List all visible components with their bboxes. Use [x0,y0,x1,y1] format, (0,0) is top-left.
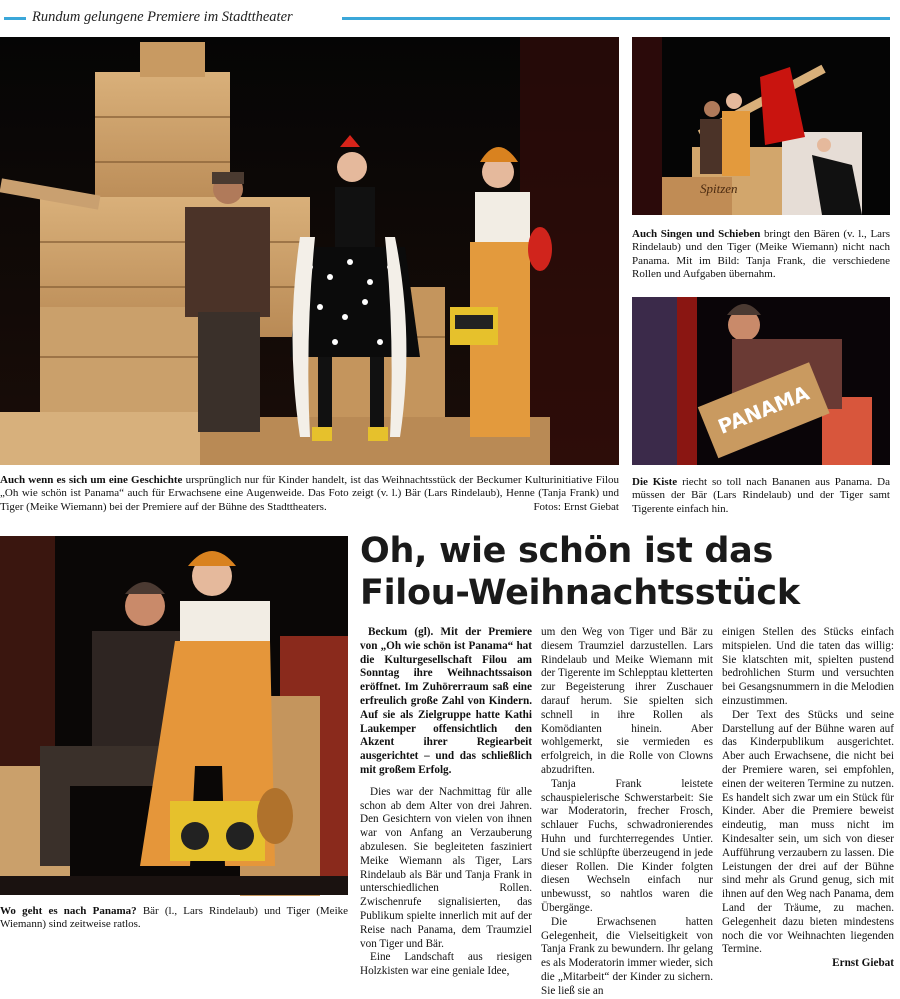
caption-text: ursprünglich nur für Kinder handelt, ist das Weihnachtsstück der Beckumer Kulturinitiative Filou „Oh wie schön ist Panama“ auch für Erwachsene eine Augenweide. Das Foto zeigt (v. l.) Bär (Lars Rindelaub), Henne (Tanja Frank) und Tiger (Meike Wiemann) bei der Premiere auf der Bühne des Stadttheaters. [0,474,619,513]
article-author: Ernst Giebat [832,957,894,970]
article-paragraph: Tanja Frank leistete schauspielerische Schwerstarbeit: Sie war Moderatorin, frecher Frosch, schlauer Fuchs, schwadronierendes Huhn und furchterregendes Untier. Und sie schlüpfte überzeugend in jede dieser Rollen. Die Kinder folgten diesen Wechseln einfach nur unbewusst, so nahtlos waren die Übergänge. [541,777,713,914]
article-paragraph: um den Weg von Tiger und Bär zu diesem Traumziel darzustellen. Lars Rindelaub und Meike Wiemann mit der Tigerente im Schlepptau kletterten zur Begeisterung ihrer Zuschauer darauf herum. Sie spielten sich schnell in ihre Rollen als Komödianten hinein. Aber wohlgemerkt, sie vermieden es erfolgreich, in die Rolle von Clowns abzudriften. [541,626,713,776]
mid-right-stage-photo [632,297,890,465]
headline-line-1: Oh, wie schön ist das [360,531,773,571]
main-stage-photo [0,37,619,465]
caption-bold-lead: Auch Singen und Schieben [632,228,761,240]
crate-label-spitzen: Spitzen [700,181,738,196]
article-lead: Beckum (gl). Mit der Premiere von „Oh wie schön ist Panama“ hat die Kulturgesellschaft Filou am Sonntag ihre Weihnachtssaison eröffnet. Im Zuhörerraum saß eine erfreulich große Zahl von Kindern. Auf sie als Zielgruppe hatte Kathi Laukemper offensichtlich den Akzent ihrer Regiearbeit ausgerichtet – und das schließlich mit großem Erfolg. [360,626,532,776]
photo-credit: Fotos: Ernst Giebat [533,500,619,513]
rubric-rule-left [4,17,26,20]
article-column-2 [541,626,713,999]
article-column-1 [360,626,532,979]
top-right-photo-caption [632,228,890,282]
rubric-title: Rundum gelungene Premiere im Stadttheater [32,9,293,25]
article-paragraph: einigen Stellen des Stücks einfach mitspielen. Und die taten das willig: Sie klatschten mit, spielten pustend bedrohlichen Sturm und versuchten bei Gesangsnummern in die Melodien einzustimmen. [722,626,894,707]
top-right-stage-photo [632,37,890,215]
bottom-left-stage-photo [0,536,348,895]
caption-text: bringt den Bären (v. l., Lars Rindelaub) und den Tiger (Meike Wiemann) nicht nach Panama. Mit im Bild: Tanja Frank, die verschiedene Rollen und Aufgaben übernahm. [632,228,890,281]
caption-text: Bär (l., Lars Rindelaub) und Tiger (Meike Wiemann) sind zeitweise ratlos. [0,905,349,931]
bottom-left-photo-caption [0,905,348,932]
caption-bold-lead: Auch wenn es sich um eine Geschichte [0,474,183,486]
mid-right-photo-caption [632,476,890,516]
crate-label-panama: PANAMA [714,380,813,439]
caption-text: riecht so toll nach Bananen aus Panama. Da müssen der Bär (Lars Rindelaub) und der Tiger samt Tigerente einfach hin. [632,476,890,515]
caption-bold-lead: Die Kiste [632,476,678,488]
article-paragraph: Eine Landschaft aus riesigen Holzkisten war eine geniale Idee, [360,951,532,978]
article-column-3 [722,626,894,971]
rubric-rule-right [342,17,890,20]
article-paragraph: Der Text des Stücks und seine Darstellung auf der Bühne waren auf das Kinderpublikum ausgerichtet. Aber auch Erwachsene, die nicht bei der Premiere waren, sei empfohlen, einen der weiteren Termine zu nutzen. Es handelt sich zwar um ein Stück für Kinder. Aber die Premiere beweist eindeutig, man muss nicht im Kindesalter sein, um sich von dieser Aufführung verzaubern zu lassen. Die Leistungen der drei auf der Bühne sind mehr als Grund genug, sich mit ihnen auf den Weg nach Panama, dem Land der Träume, zu machen. Gelegenheit dazu bieten mindestens noch die vor Weihnachten liegenden Termine. [722,708,894,956]
article-headline [360,530,900,614]
section-rubric [0,8,900,28]
article-paragraph: Dies war der Nachmittag für alle schon ab dem Alter von drei Jahren. Den Gesichtern von vielen von ihnen war von Anfang an Verzauberung abzulesen. Sie begleiteten fasziniert Meike Wiemann als Tiger, Lars Rindelaub als Bär und Tanja Frank in unterschiedlichen Rollen. Zwischenrufe signalisierten, das Publikum spielte innerlich mit auf der Reise nach Panama, dem Traumziel von Tiger und Bär. [360,785,532,950]
article-paragraph: Die Erwachsenen hatten Gelegenheit, die Vielseitigkeit von Tanja Frank zu bewundern. Ihr gelang es als Moderatorin immer wieder, sich die „Mitarbeit“ der Kinder zu sichern. Sie ließ sie an [541,915,713,997]
main-photo-caption [0,474,619,514]
headline-line-2: Filou-Weihnachtsstück [360,573,800,613]
caption-bold-lead: Wo geht es nach Panama? [0,905,137,917]
